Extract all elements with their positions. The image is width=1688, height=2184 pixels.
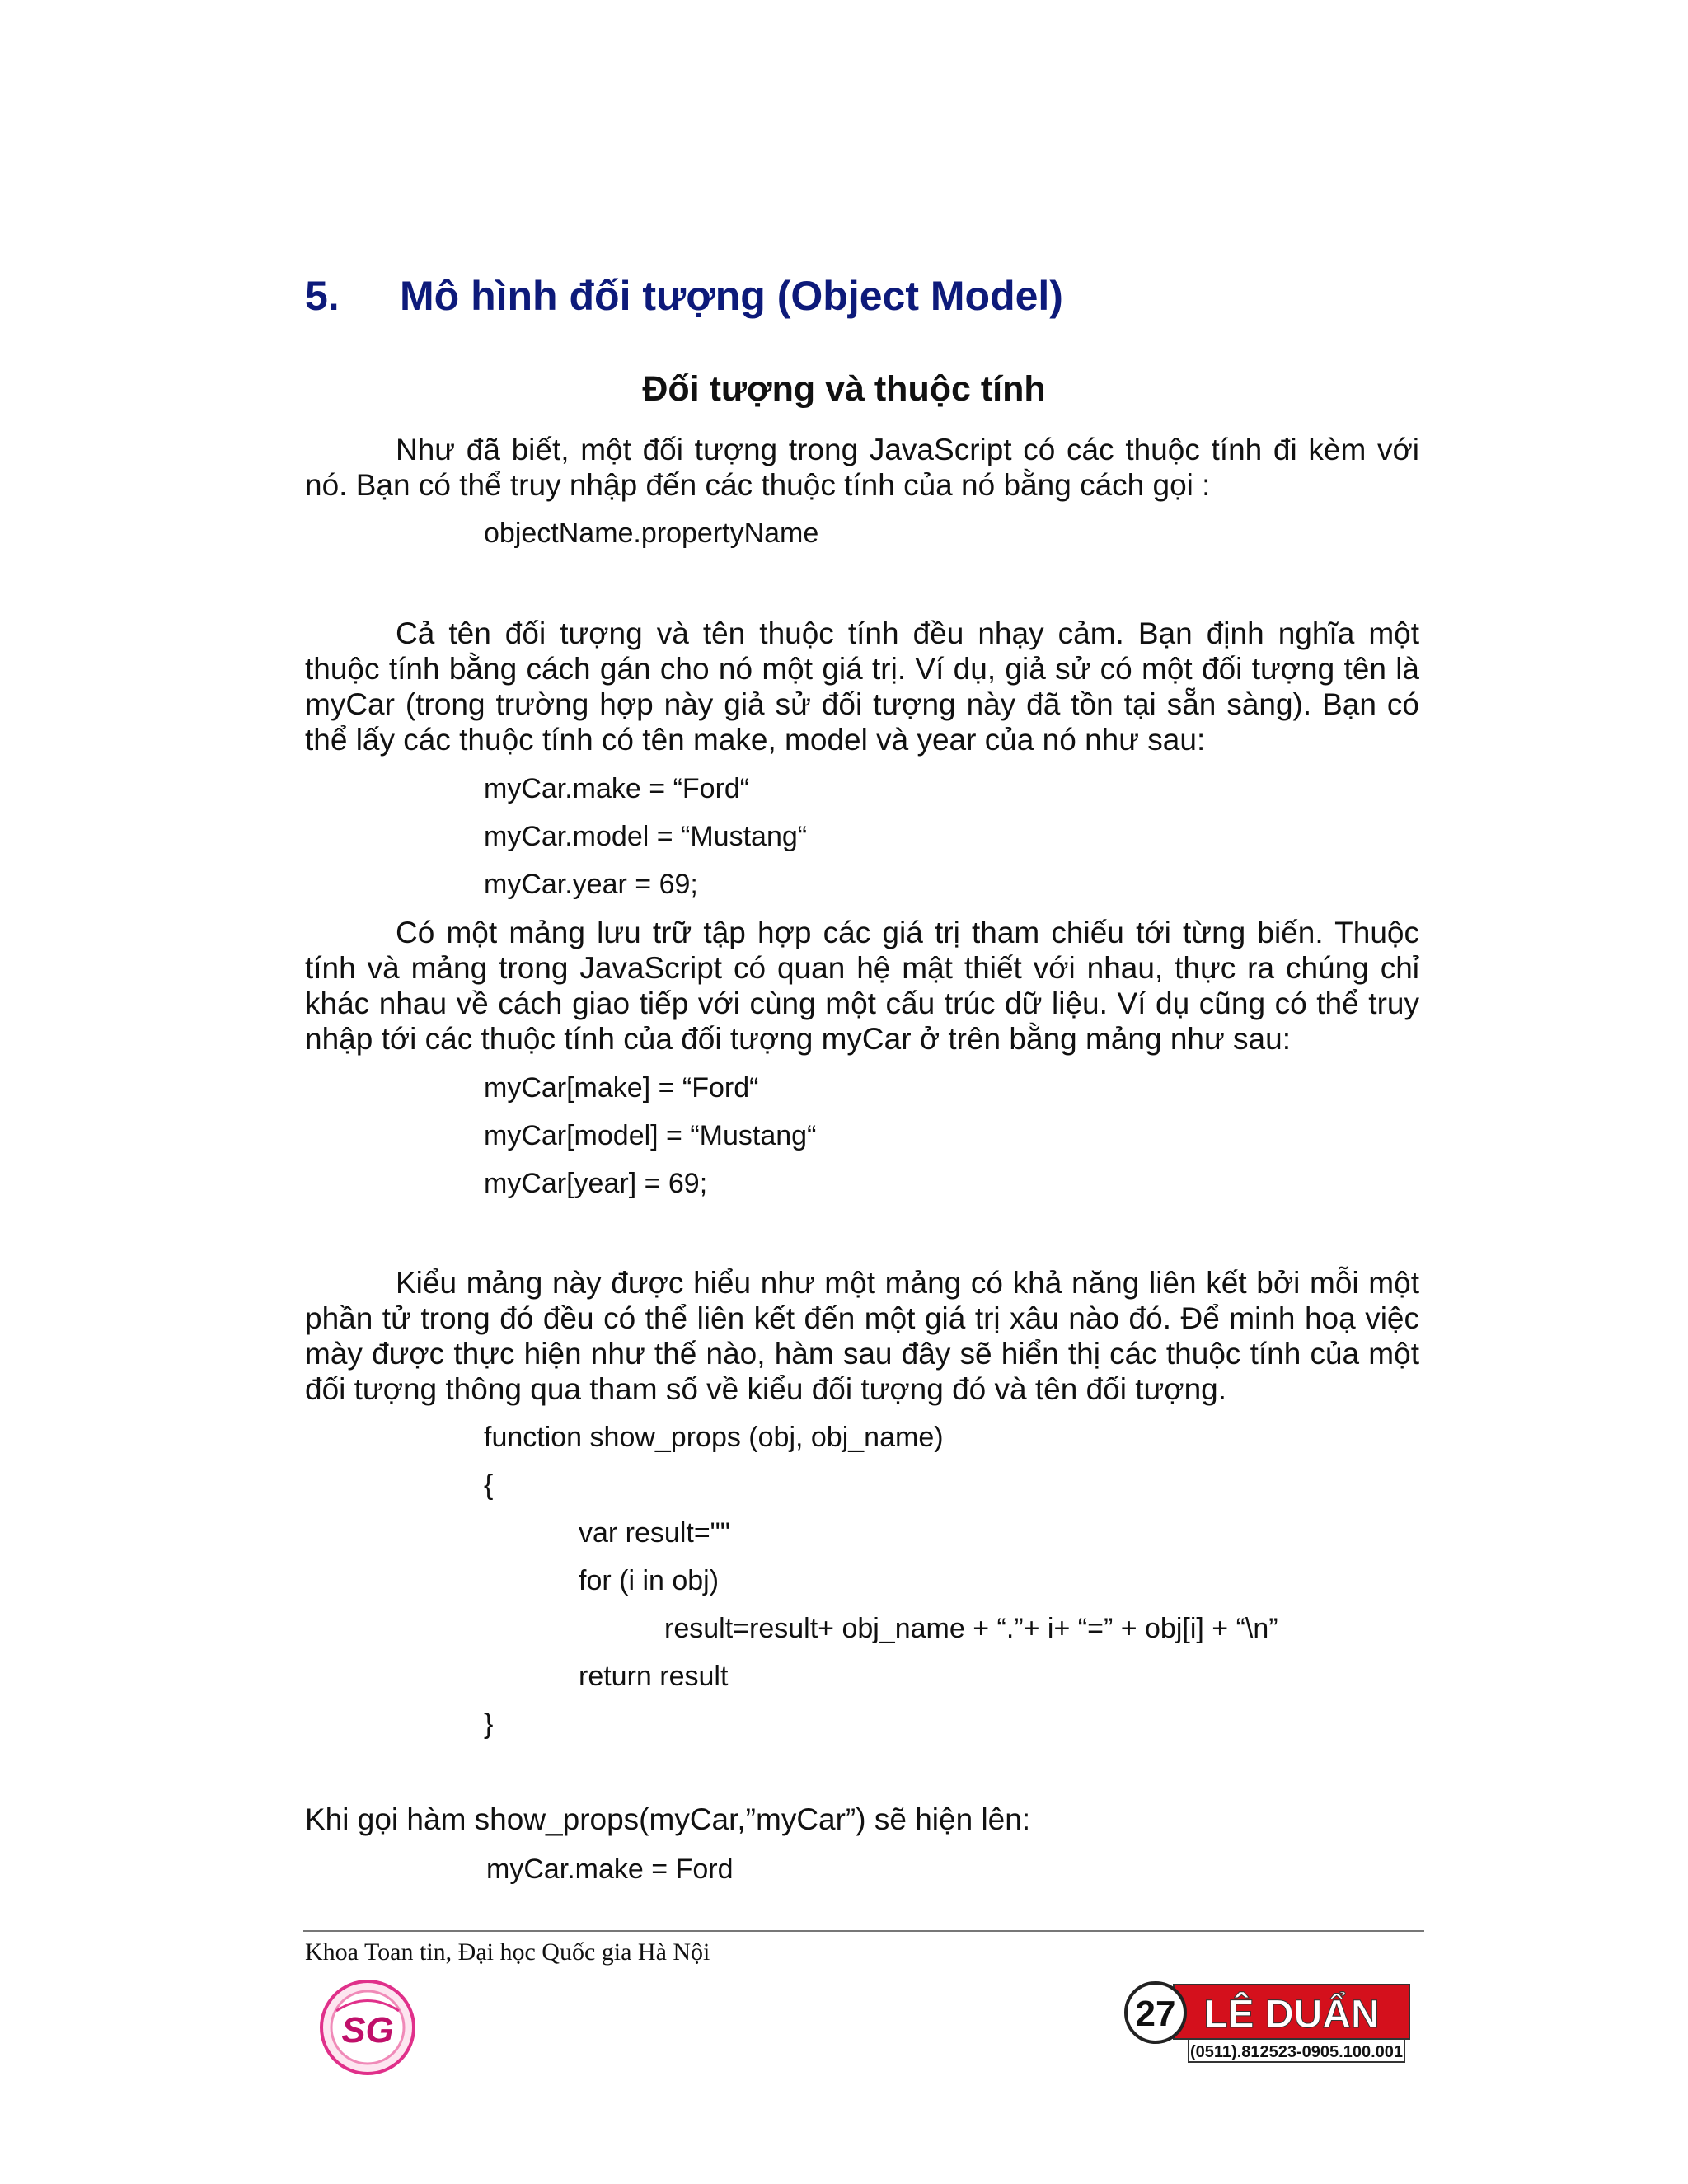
code-line: objectName.propertyName xyxy=(484,518,819,549)
paragraph-3: Có một mảng lưu trữ tập hợp các giá trị tham chiếu tới từng biến. Thuộc tính và mảng trong JavaScript có quan hệ mật thiết với nhau, thực ra chúng chỉ khác nhau về cách giao tiếp với cùng một cấu trúc dữ liệu. Ví dụ cũng có thể truy nhập tới các thuộc tính của đối tượng myCar ở trên bằng mảng như sau: xyxy=(305,916,1419,1056)
code-line: myCar[model] = “Mustang“ xyxy=(484,1120,817,1151)
subsection-heading: Đối tượng và thuộc tính xyxy=(642,369,1046,409)
footer-text: Khoa Toan tin, Đại học Quốc gia Hà Nội xyxy=(305,1938,710,1966)
paragraph-4: Kiểu mảng này được hiểu như một mảng có khả năng liên kết bởi mỗi một phần tử trong đó đều có thể liên kết đến một giá trị xâu nào đó. Để minh hoạ việc mày được thực hiện như thế nào, hàm sau đây sẽ hiển thị các thuộc tính của một đối tượng thông qua tham số về kiểu đối tượng đó và tên đối tượng. xyxy=(305,1266,1419,1406)
code-line: myCar[make] = “Ford“ xyxy=(484,1072,759,1104)
code-line: } xyxy=(484,1708,494,1740)
code-line: function show_props (obj, obj_name) xyxy=(484,1422,944,1453)
section-number: 5. xyxy=(305,273,340,319)
logo-phone: (0511).812523-0905.100.001 xyxy=(1189,2043,1404,2061)
sg-logo xyxy=(318,1978,417,2077)
le-duan-logo xyxy=(1123,1978,1413,2069)
code-line: myCar[year] = 69; xyxy=(484,1168,708,1199)
code-line: { xyxy=(484,1469,494,1501)
paragraph-5: Khi gọi hàm show_props(myCar,”myCar”) sẽ hiện lên: xyxy=(305,1802,1031,1836)
sg-logo-text: SG xyxy=(341,2010,394,2050)
logo-title: LÊ DUẨN xyxy=(1203,1993,1380,2036)
paragraph-2: Cả tên đối tượng và tên thuộc tính đều nhạy cảm. Bạn định nghĩa một thuộc tính bằng cách gán cho nó một giá trị. Ví dụ, giả sử có một đối tượng tên là myCar (trong trường hợp này giả sử đối tượng này đã tồn tại sẵn sàng). Bạn có thể lấy các thuộc tính có tên make, model và year của nó như sau: xyxy=(305,616,1419,757)
code-line: var result="" xyxy=(579,1517,730,1549)
paragraph-1: Như đã biết, một đối tượng trong JavaScript có các thuộc tính đi kèm với nó. Bạn có thể truy nhập đến các thuộc tính của nó bằng cách gọi : xyxy=(305,433,1419,502)
section-heading xyxy=(305,272,1063,320)
code-line: myCar.make = “Ford“ xyxy=(484,773,750,804)
code-line: myCar.model = “Mustang“ xyxy=(484,821,808,852)
code-line: return result xyxy=(579,1661,729,1692)
code-line: myCar.year = 69; xyxy=(484,869,698,900)
code-line: result=result+ obj_name + “.”+ i+ “=” + obj[i] + “\n” xyxy=(664,1613,1278,1644)
logo-number: 27 xyxy=(1135,1994,1176,2034)
footer-divider xyxy=(303,1930,1424,1932)
code-line: myCar.make = Ford xyxy=(486,1854,734,1885)
section-title: Mô hình đối tượng (Object Model) xyxy=(400,273,1063,319)
code-line: for (i in obj) xyxy=(579,1565,720,1596)
